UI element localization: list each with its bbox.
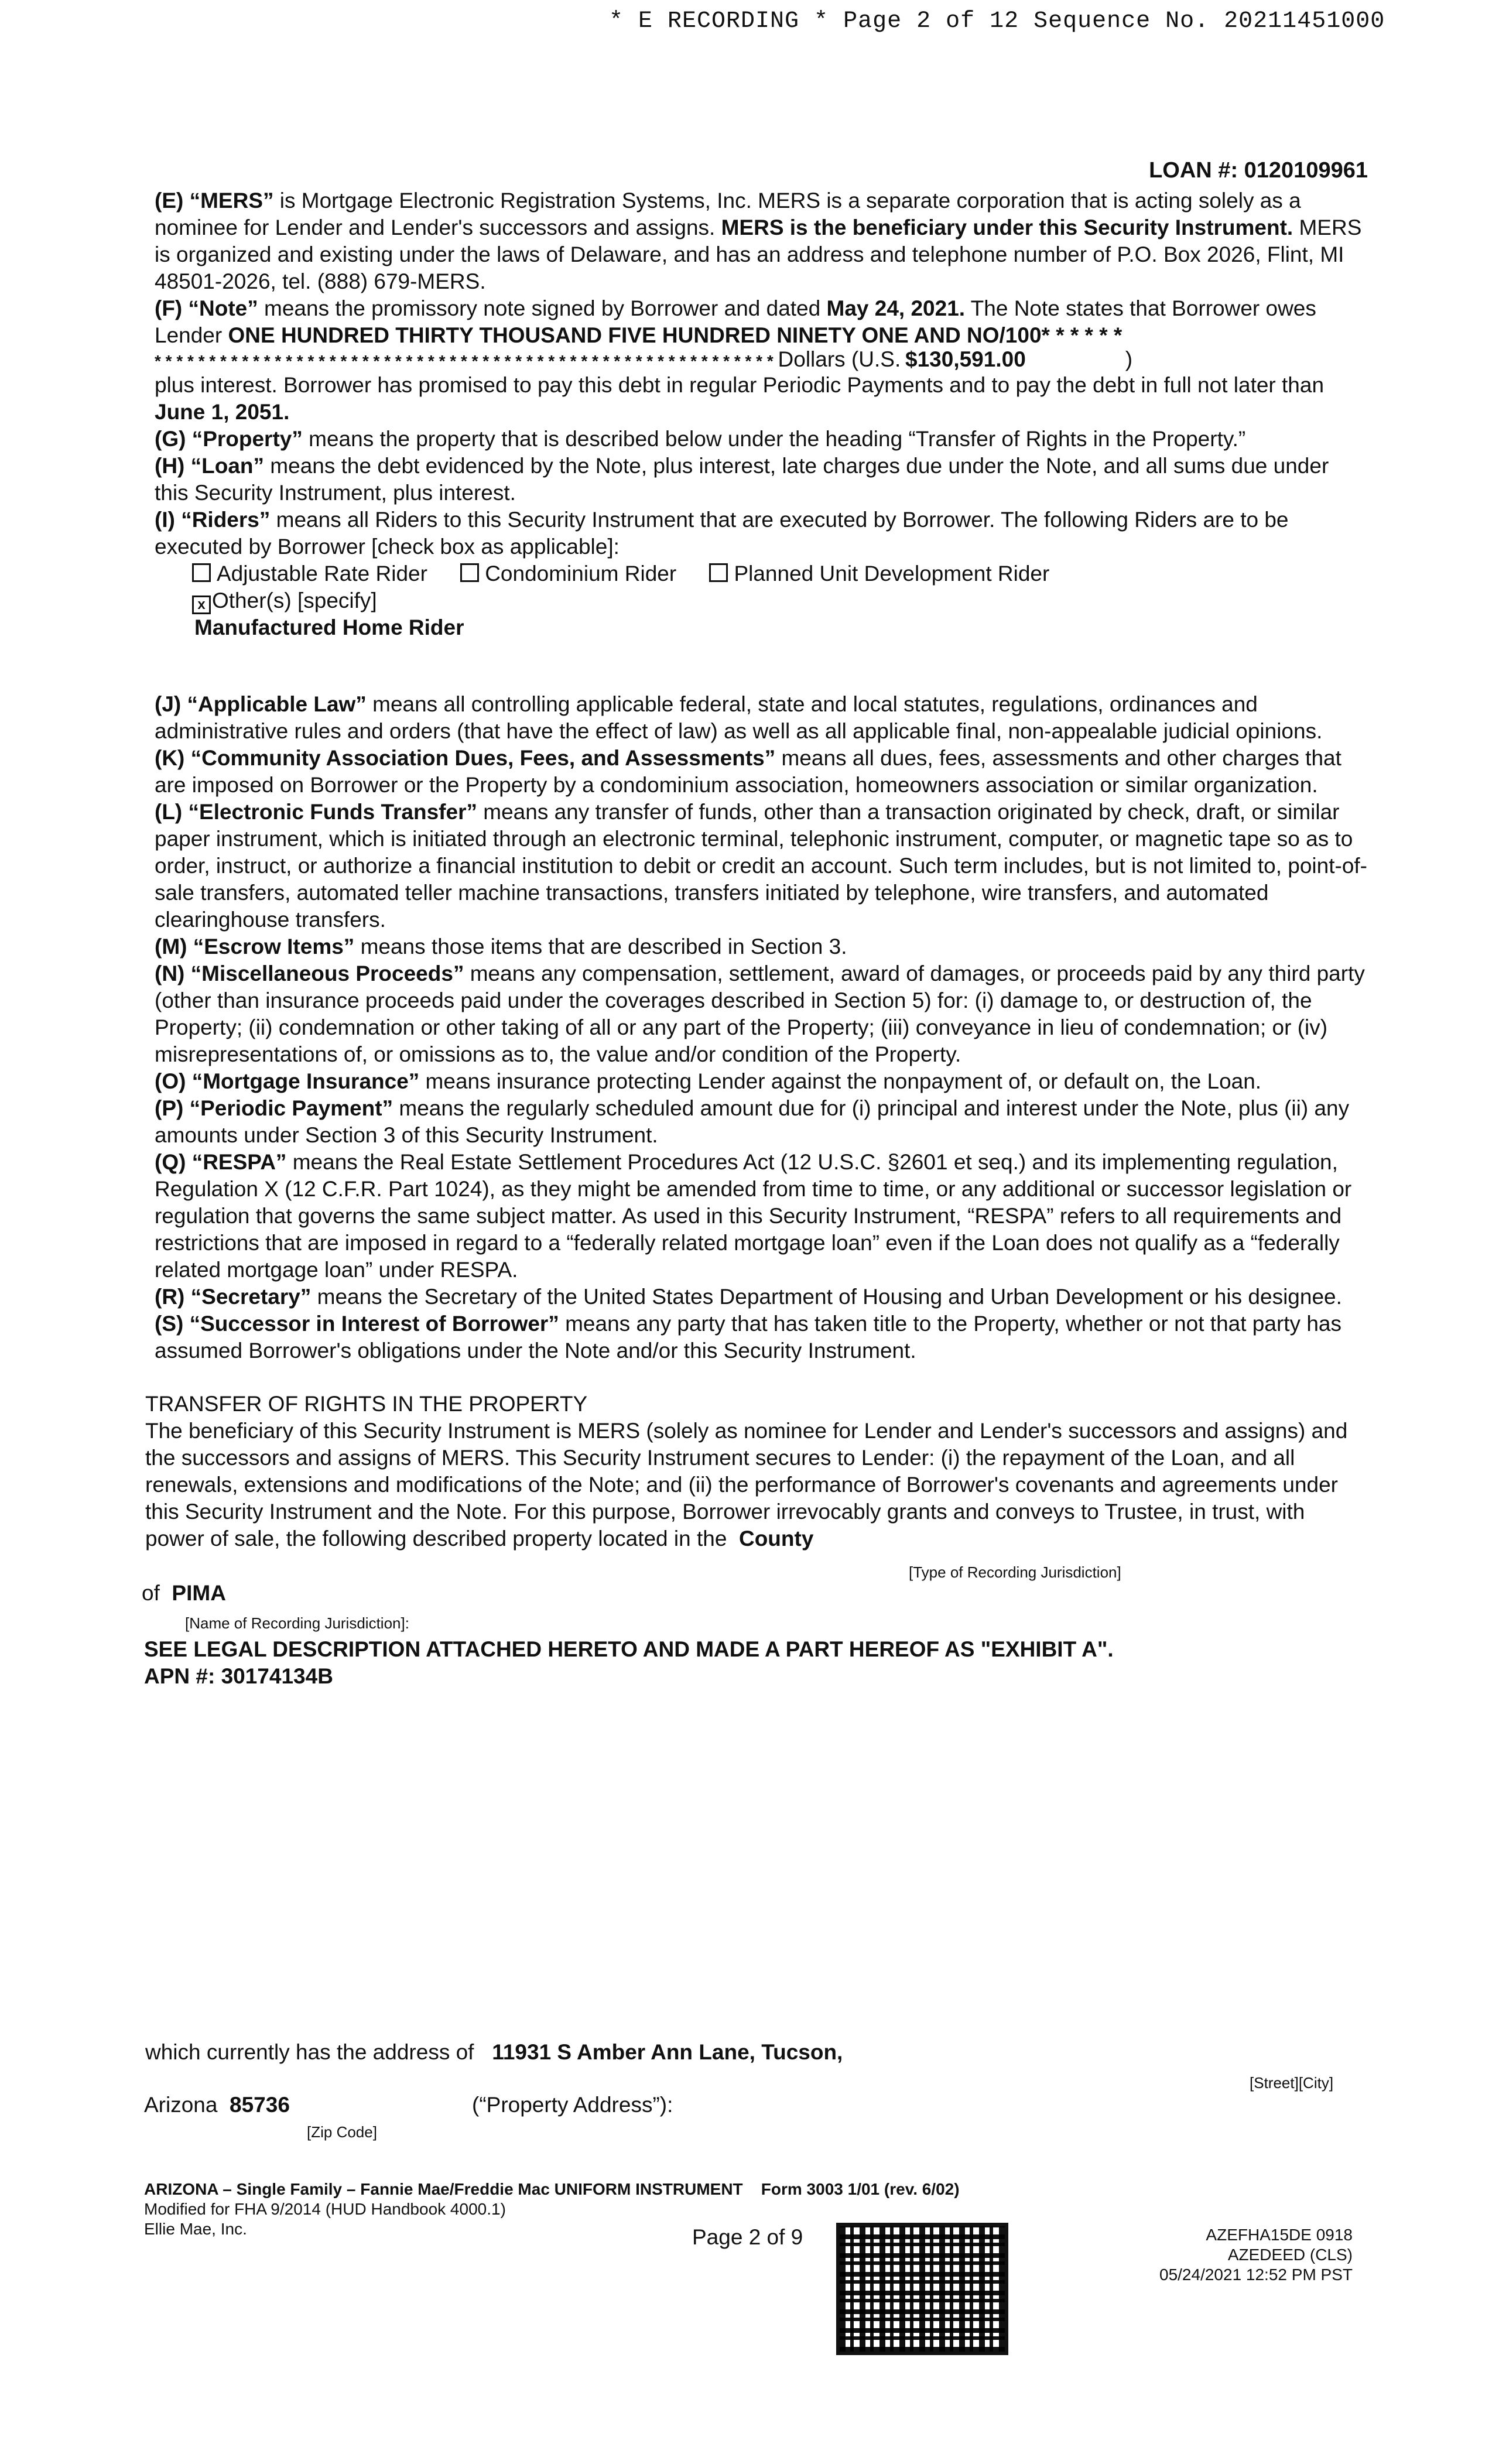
address-row (145, 2040, 843, 2065)
jurisdiction-name: PIMA (172, 1581, 226, 1605)
definition-term: (O) “Mortgage Insurance” (155, 1069, 420, 1093)
other-rider-label: Other(s) [specify] (212, 588, 377, 612)
timestamp: 05/24/2021 12:52 PM PST (1159, 2265, 1353, 2284)
condominium-label: Condominium Rider (485, 562, 677, 586)
definitions-top (155, 187, 1368, 641)
pud-checkbox[interactable] (709, 563, 728, 582)
street-city: 11931 S Amber Ann Lane, Tucson, (492, 2040, 843, 2064)
definition-k (155, 745, 1368, 799)
definition-j (155, 691, 1368, 745)
other-rider-row (155, 587, 1368, 614)
definition-p (155, 1095, 1368, 1149)
definition-text: means insurance protecting Lender against the nonpayment of, or default on, the Loan. (419, 1069, 1262, 1093)
riders-row (155, 560, 1368, 587)
definition-l (155, 799, 1368, 933)
definition-r (155, 1284, 1368, 1310)
definition-text: means the promissory note signed by Borrower and dated (258, 296, 827, 320)
definition-term: (G) “Property” (155, 427, 303, 451)
condominium-checkbox[interactable] (460, 563, 479, 582)
definition-text-after: MERS is organized and existing under the laws of Delaware, and has an address and telephone number of P.O. Box 2026, Flint, MI 48501-2026, tel. (888) 679-MERS. (155, 215, 1362, 293)
state: Arizona (144, 2093, 218, 2117)
definition-term: (R) “Secretary” (155, 1285, 312, 1309)
definition-text: means those items that are described in Section 3. (354, 935, 847, 959)
footer-right (1159, 2225, 1353, 2285)
transfer-heading: TRANSFER OF RIGHTS IN THE PROPERTY (145, 1392, 588, 1416)
zip: 85736 (230, 2093, 290, 2117)
definition-m (155, 933, 1368, 960)
definition-term: (F) “Note” (155, 296, 258, 320)
pud-label: Planned Unit Development Rider (734, 562, 1050, 586)
definition-i (155, 507, 1368, 560)
transfer-body: The beneficiary of this Security Instrument is MERS (solely as nominee for Lender and Lender's successors and assigns) and the successors and assigns of MERS. This Security Instrument secures to Lender: (i) the repayment of the Loan, and all renewals, extensions and modifications of the Note; and (ii) the performance of Borrower's covenants and agreements under this Security Instrument and the Note. For this purpose, Borrower irrevocably grants and conveys to Trustee, in trust, with power of sale, the following described property located in the (145, 1419, 1348, 1551)
jurisdiction-name-caption: [Name of Recording Jurisdiction]: (185, 1614, 409, 1632)
other-rider-checkbox[interactable]: x (192, 596, 211, 614)
zip-caption: [Zip Code] (307, 2123, 377, 2141)
definition-term: (S) “Successor in Interest of Borrower” (155, 1312, 559, 1336)
definition-bold-text: MERS is the beneficiary under this Security Instrument. (721, 215, 1293, 239)
definition-term: (E) “MERS” (155, 189, 274, 213)
asterisks-line (155, 349, 1368, 372)
adjustable-rate-checkbox[interactable] (192, 563, 211, 582)
definition-o (155, 1068, 1368, 1095)
jurisdiction-type: County (738, 1527, 814, 1551)
asterisks: * * * * * * * * * * * * * * * * * * * * * * * * * * * * * * * * * * * * * * * * * * * * * * * * * * * * * * * * * (155, 352, 774, 370)
definition-term: (J) “Applicable Law” (155, 692, 367, 716)
definition-term: (K) “Community Association Dues, Fees, and Assessments” (155, 746, 776, 770)
definition-text: means any party that has taken title to the Property, whether or not that party has assumed Borrower's obligations under the Note and/or this Security Instrument. (155, 1312, 1341, 1363)
form-number: Form 3003 1/01 (rev. 6/02) (761, 2180, 960, 2198)
definition-h (155, 453, 1368, 507)
form-code: AZEFHA15DE 0918 (1206, 2226, 1353, 2244)
definition-g (155, 426, 1368, 453)
street-city-caption: [Street][City] (1250, 2074, 1334, 2092)
maturity-date: June 1, 2051. (155, 400, 290, 424)
definition-text: means the property that is described below under the heading “Transfer of Rights in the Property.” (302, 427, 1246, 451)
definition-term: (L) “Electronic Funds Transfer” (155, 800, 477, 824)
transfer-text (145, 1418, 1369, 1552)
definition-text: means all dues, fees, assessments and other charges that are imposed on Borrower or the Property by a condominium association, homeowners association or similar organization. (155, 746, 1341, 797)
jurisdiction-type-caption: [Type of Recording Jurisdiction] (909, 1563, 1121, 1581)
other-rider-value: Manufactured Home Rider (194, 615, 464, 639)
dollars-label: Dollars (U.S. (778, 349, 901, 371)
jurisdiction-name-row (142, 1581, 226, 1606)
definition-text: means any compensation, settlement, award of damages, or proceeds paid by any third party (other than insurance proceeds paid under the coverages described in Section 5) for: (i) damage to, or destruction of, the Property; (ii) condemnation or other taking of all or any part of the Property; (iii) conveyance in lieu of condemnation; or (iv) misrepresentations of, or omissions as to, the value and/or condition of the Property. (155, 961, 1365, 1066)
deed-code: AZEDEED (CLS) (1227, 2246, 1353, 2264)
page-number: Page 2 of 9 (692, 2225, 803, 2249)
barcode-icon (836, 2223, 1008, 2355)
note-date: May 24, 2021. (826, 296, 966, 320)
definition-q (155, 1149, 1368, 1284)
definition-text: means the Real Estate Settlement Procedures Act (12 U.S.C. §2601 et seq.) and its implementing regulation, Regulation X (12 C.F.R. Part 1024), as they might be amended from time to time, or any additional or successor legislation or regulation that governs the same subject matter. As used in this Security Instrument, “RESPA” refers to all requirements and restrictions that are imposed in regard to a “federally related mortgage loan” even if the Loan does not qualify as a “federally related mortgage loan” under RESPA. (155, 1150, 1352, 1282)
definition-text: means all Riders to this Security Instrument that are executed by Borrower. The following Riders are to be executed by Borrower [check box as applicable]: (155, 508, 1289, 559)
address-intro: which currently has the address of (145, 2040, 474, 2064)
definition-f (155, 295, 1368, 349)
property-address-label: (“Property Address”): (472, 2093, 673, 2117)
definitions-bottom (155, 691, 1368, 1364)
interest-text: plus interest. Borrower has promised to pay this debt in regular Periodic Payments and to pay the debt in full not later than (155, 373, 1325, 397)
definition-term: (H) “Loan” (155, 454, 265, 478)
loan-number: LOAN #: 0120109961 (1149, 158, 1368, 183)
recording-header: * E RECORDING * Page 2 of 12 Sequence No. 20211451000 (609, 8, 1385, 35)
legal-description: SEE LEGAL DESCRIPTION ATTACHED HERETO AND MADE A PART HEREOF AS "EXHIBIT A". (144, 1637, 1114, 1661)
definition-term: (Q) “RESPA” (155, 1150, 287, 1174)
note-amount: $130,591.00 (905, 349, 1026, 371)
definition-term: (N) “Miscellaneous Proceeds” (155, 961, 464, 985)
state-zip-row (144, 2093, 290, 2117)
definition-term: (M) “Escrow Items” (155, 935, 355, 959)
definition-text-after: The Note states that Borrower owes Lender (155, 296, 1316, 347)
form-title: ARIZONA – Single Family – Fannie Mae/Freddie Mac UNIFORM INSTRUMENT (144, 2180, 743, 2198)
transfer-section (145, 1391, 1369, 1552)
definition-term: (I) “Riders” (155, 508, 271, 532)
definition-term: (P) “Periodic Payment” (155, 1096, 393, 1120)
definition-text: is Mortgage Electronic Registration Systems, Inc. MERS is a separate corporation that is acting solely as a nominee for Lender and Lender's successors and assigns. (155, 189, 1301, 239)
definition-n (155, 960, 1368, 1068)
definition-text: means the debt evidenced by the Note, plus interest, late charges due under the Note, and all sums due under this Security Instrument, plus interest. (155, 454, 1329, 505)
adjustable-rate-label: Adjustable Rate Rider (217, 562, 427, 586)
close-paren: ) (1125, 349, 1133, 371)
definition-text: means the regularly scheduled amount due for (i) principal and interest under the Note, plus (ii) any amounts under Section 3 of this Security Instrument. (155, 1096, 1350, 1147)
definition-text: means any transfer of funds, other than a transaction originated by check, draft, or similar paper instrument, which is initiated through an electronic terminal, telephonic instrument, computer, or magnetic tape so as to order, instruct, or authorize a financial institution to debit or credit an account. Such term includes, but is not limited to, point-of-sale transfers, automated teller machine transactions, transfers initiated by telephone, wire transfers, and automated clearinghouse transfers. (155, 800, 1368, 932)
definition-s (155, 1310, 1368, 1364)
definition-text: means the Secretary of the United States Department of Housing and Urban Development or his designee. (311, 1285, 1342, 1309)
form-modified: Modified for FHA 9/2014 (HUD Handbook 4000.1) (144, 2200, 506, 2218)
of-label: of (142, 1581, 160, 1605)
definition-e (155, 187, 1368, 295)
note-amount-words: ONE HUNDRED THIRTY THOUSAND FIVE HUNDRED NINETY ONE AND NO/100* * * * * * (228, 323, 1122, 347)
form-company: Ellie Mae, Inc. (144, 2220, 247, 2238)
definition-text: means all controlling applicable federal, state and local statutes, regulations, ordinances and administrative rules and orders (that have the effect of law) as well as all applicable final, non-appealable judicial opinions. (155, 692, 1323, 743)
apn: APN #: 30174134B (144, 1664, 333, 1688)
